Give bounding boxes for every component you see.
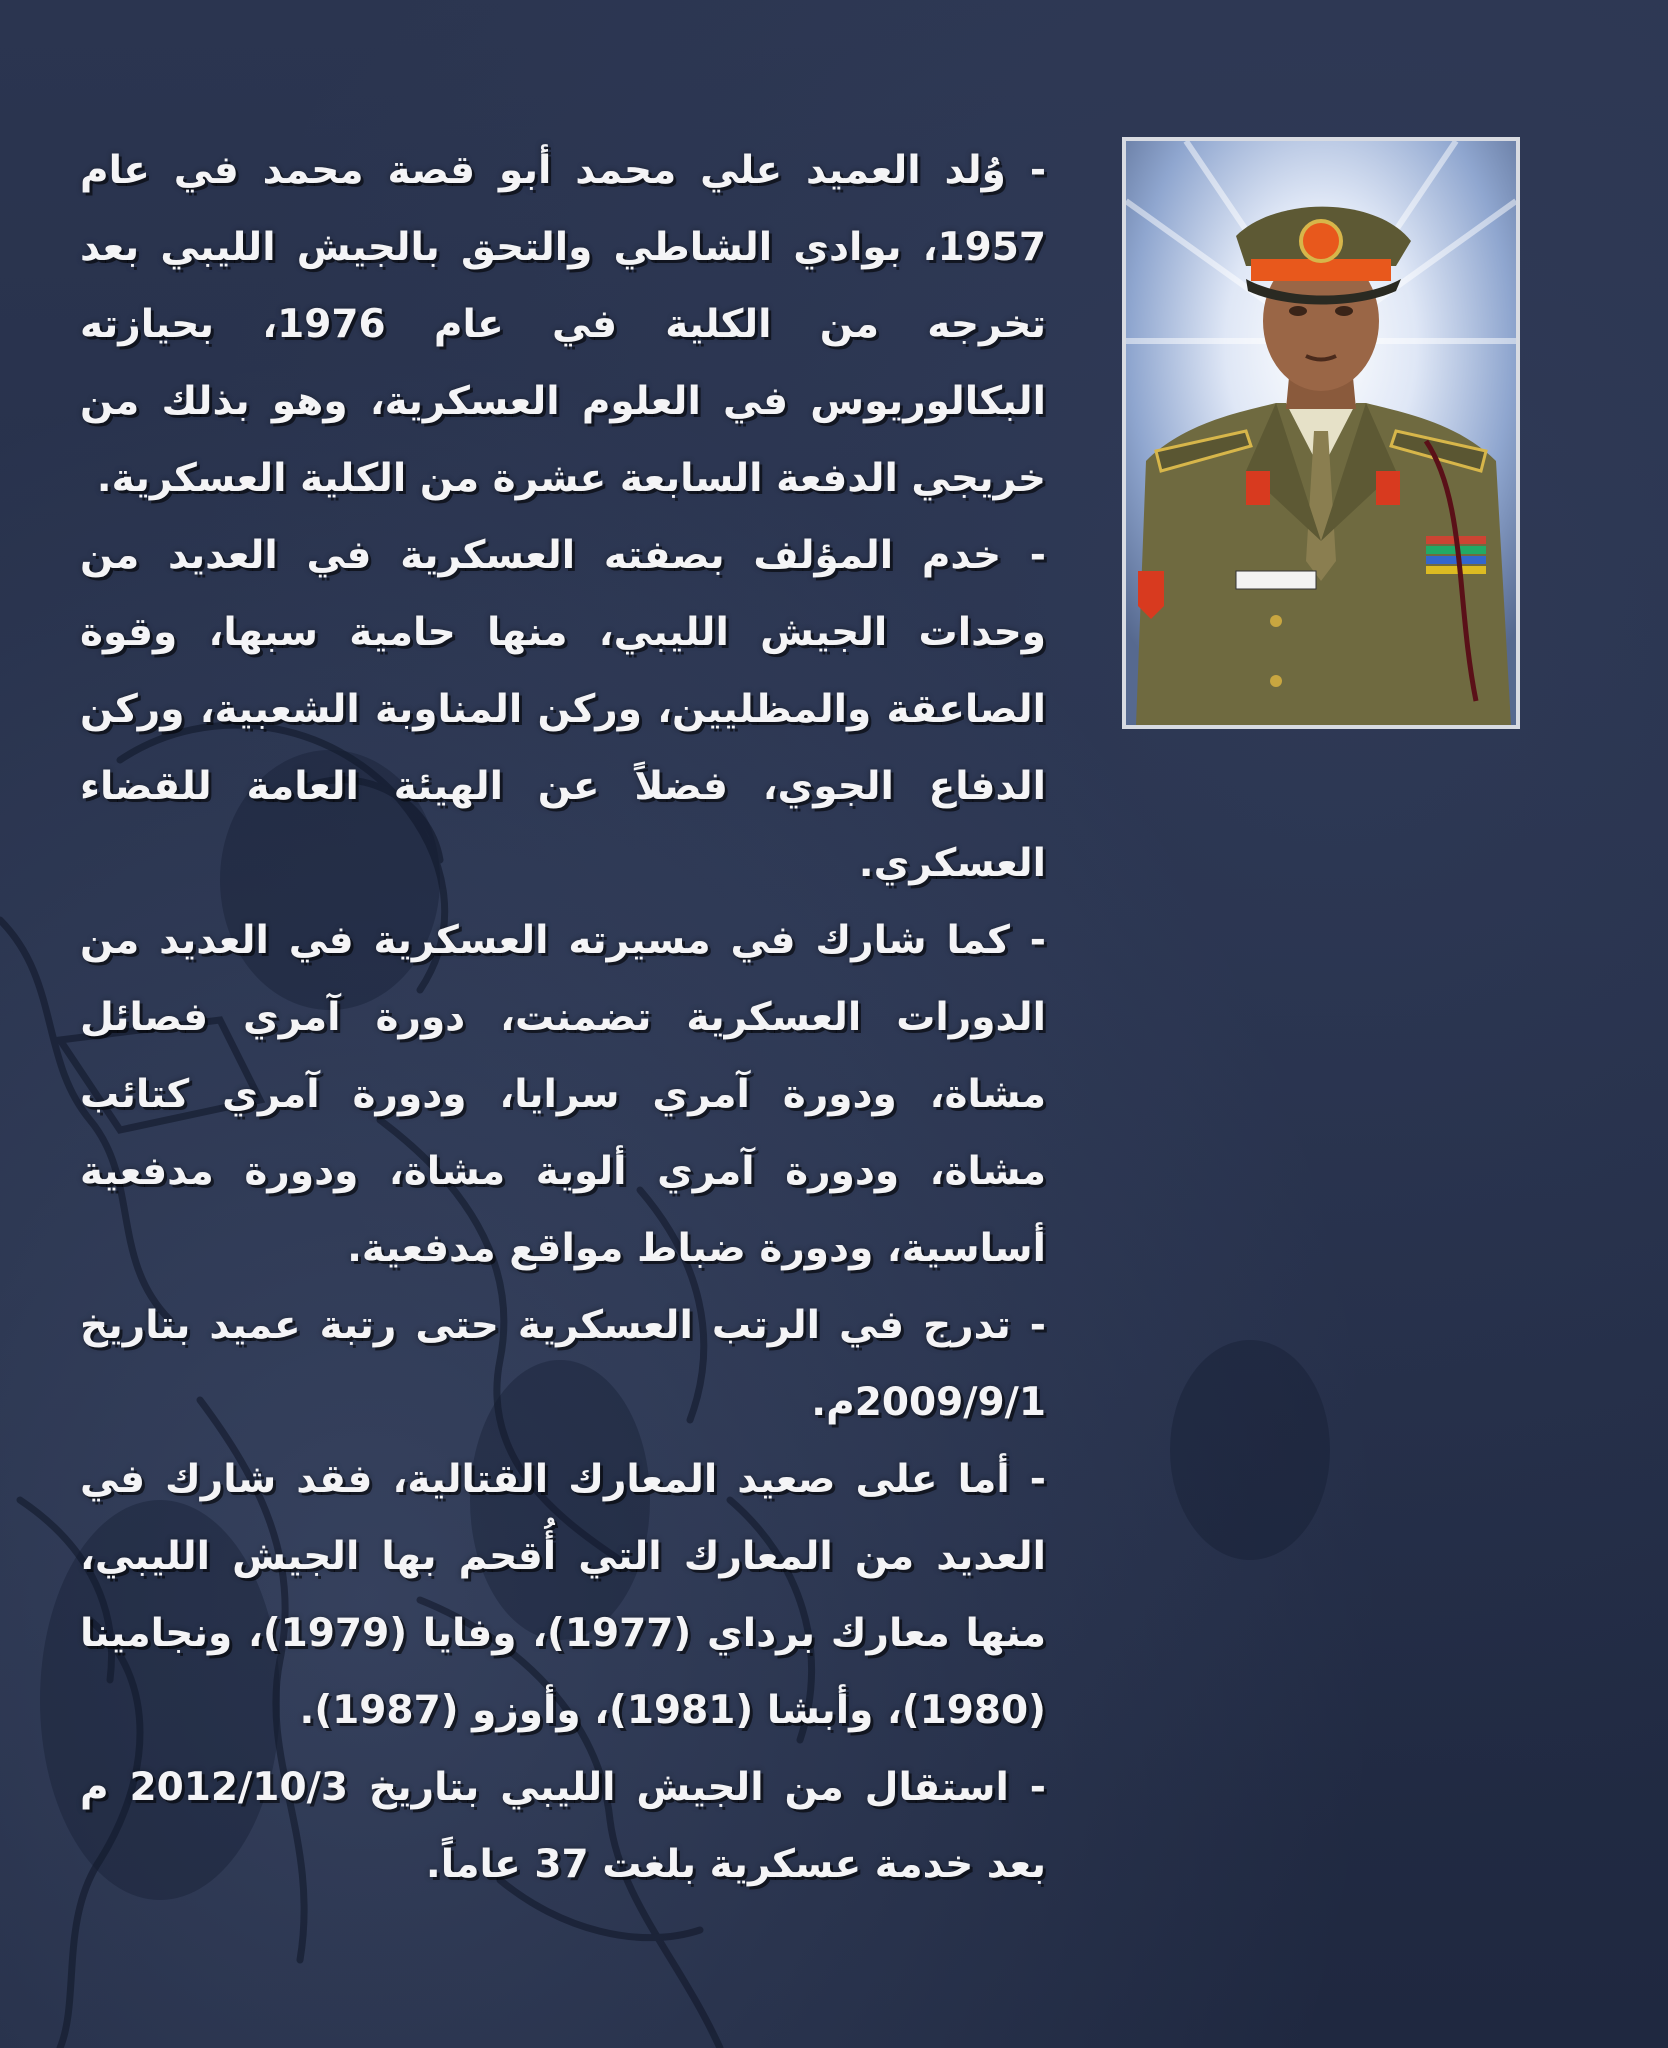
bio-paragraph-service: - خدم المؤلف بصفته العسكرية في العديد من وحدات الجيش الليبي، منها حامية سبها، وقوة الصاعقة والمظليين، وركن المناوبة الشعبية، وركن الدفاع الجوي، فضلاً عن الهيئة العامة للقضاء العسكري. [80, 533, 1046, 886]
author-biography [80, 132, 1046, 1903]
bio-paragraph-courses: - كما شارك في مسيرته العسكرية في العديد من الدورات العسكرية تضمنت، دورة آمري فصائل مشاة، ودورة آمري سرايا، ودورة آمري كتائب مشاة، ودورة آمري ألوية مشاة، ودورة مدفعية أساسية، ودورة ضباط مواقع مدفعية. [80, 918, 1046, 1271]
bio-paragraph-retirement: - استقال من الجيش الليبي بتاريخ 2012/10/3 م بعد خدمة عسكرية بلغت 37 عاماً. [80, 1765, 1046, 1887]
bio-paragraph-birth: - وُلد العميد علي محمد أبو قصة محمد في عام 1957، بوادي الشاطي والتحق بالجيش الليبي بعد تخرجه من الكلية في عام 1976، بحيازته البكالوريوس في العلوم العسكرية، وهو بذلك من خريجي الدفعة السابعة عشرة من الكلية العسكرية. [80, 148, 1046, 501]
officer-portrait-icon [1126, 141, 1516, 725]
author-portrait [1122, 137, 1520, 729]
bio-paragraph-rank: - تدرج في الرتب العسكرية حتى رتبة عميد بتاريخ 2009/9/1م. [80, 1303, 1046, 1425]
bio-paragraph-battles: - أما على صعيد المعارك القتالية، فقد شارك في العديد من المعارك التي أُقحم بها الجيش الليبي، منها معارك برداي (1977)، وفايا (1979)، ونجامينا (1980)، وأبشا (1981)، وأوزو (1987). [80, 1457, 1046, 1733]
